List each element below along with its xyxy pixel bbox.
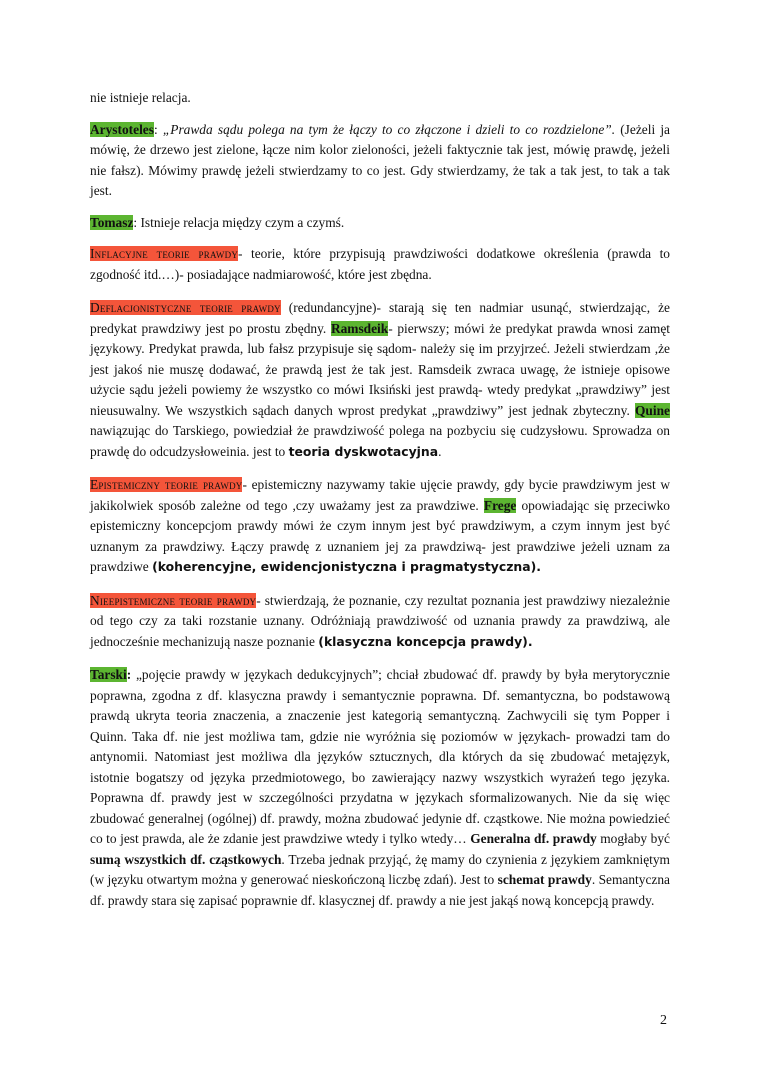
name-highlight-ramsdeik: Ramsdeik	[330, 320, 389, 336]
term-schemat-prawdy: schemat prawdy	[497, 872, 592, 887]
name-highlight-arystoteles: Arystoteles	[90, 121, 154, 137]
term-klasyczna-koncepcja: (klasyczna koncepcja prawdy).	[318, 633, 533, 649]
paragraph-tarski: Tarski: „pojęcie prawdy w językach dedukcyjnych”; chciał zbudować df. prawdy by była merytorycznie poprawna, zgodna z df. klasyczna prawdy i semantycznie poprawna. Df. semantyczna, bo podstawową prawdą ukryta teoria znaczenia, a znaczenie jest kategorią semantyczną. Zachwycili się tym Popper i Quinn. Taka df. nie jest możliwa tam, gdzie nie wyróżnia się poziomów w językach- prowadzi tam do antynomii. Natomiast jest możliwa dla języków sztucznych, dla których da się zbudować metajęzyk, istotnie bogatszy od języka przedmiotowego, bo zawierający nazwy wszystkich wyrażeń tego języka. Poprawna df. prawdy jest w szczególności przydatna w językach sformalizowanych. Nie da się więc zbudować generalnej (ogólnej) df. prawdy, można zbudować jedynie df. cząstkowe. Nie można powiedzieć co to jest prawda, ale że zdanie jest prawdziwe wtedy i tylko wtedy… Generalna df. prawdy mogłaby być sumą wszystkich df. cząstkowych. Trzeba jednak przyjąć, żę mamy do czynienia z językiem zamkniętym (w języku otwartym można y generować nieskończoną liczbę zdań). Jest to schemat prawdy. Semantyczna df. prawdy stara się zapisać poprawnie df. klasycznej df. prawdy a nie jest jakąś nową koncepcją prawdy.	[90, 667, 670, 908]
term-teoria-dyskwotacyjna: teoria dyskwotacyjna	[288, 443, 439, 459]
term-koherencyjne: (koherencyjne, ewidencjonistyczna i pragmatystyczna).	[152, 559, 541, 574]
name-highlight-frege: Frege	[483, 497, 517, 513]
paragraph-nieepistemiczne: Nieepistemiczne teorie prawdy- stwierdzają, że poznanie, czy rezultat poznania jest prawdziwy niezależnie od tego czy za taki rozstanie uznany. Odróżniają prawdziwość od uznania prawdy za prawdziwą, ale jednocześnie mechanizują nasze poznanie (klasyczna koncepcja prawdy).	[90, 592, 670, 649]
page-number: 2	[660, 1013, 667, 1028]
paragraph-arystoteles: Arystoteles: „Prawda sądu polega na tym że łączy to co złączone i dzieli to co rozdzielone”. (Jeżeli ja mówię, że drzewo jest zielone, łącze nim kolor zieloności, jeżeli faktycznie tak jest, mówię prawdę, jeżeli nie fałsz). Mówimy prawdę jeżeli stwierdzamy to co jest. Gdy stwierdzamy, że tak a tak jest, to tak a tak jest.	[90, 121, 670, 198]
name-highlight-quine: Quine	[635, 402, 670, 418]
paragraph-deflacjonistyczne: Deflacjonistyczne teorie prawdy (redundancyjne)- starają się ten nadmiar usunąć, stwierdzając, że predykat prawdziwy jest po prostu zbędny. Ramsdeik- pierwszy; mówi że predykat prawda wnosi zamęt językowy. Predykat prawda, lub fałsz przypisuje się sądom- należy się im przyjrzeć. Jeżeli stwierdzam ,że jest jakoś nie muszę dodawać, że prawdą jest że tak jest. Ramsdeik zwraca uwagę, że istnieje opisowe użycie sądu jeżeli powiemy że wszystko co mówi Iksiński jest prawdą- wtedy predykat „prawdziwy” jest nieusuwalny. We wszystkich sądach danych wprost predykat „prawdziwy” jest jednak zbyteczny. Quine nawiązując do Tarskiego, powiedział że prawdziwość polega na pozbyciu się cudzysłowu. Sprowadza on prawdę do odcudzysłoweinia. jest to teoria dyskwotacyjna.	[90, 300, 670, 459]
heading-inflacyjne: Inflacyjne teorie prawdy	[90, 246, 239, 261]
name-highlight-tomasz: Tomasz	[90, 214, 134, 230]
paragraph-tomasz: Tomasz: Istnieje relacja między czym a czymś.	[90, 214, 345, 230]
document-body	[90, 88, 670, 924]
heading-epistemiczny: Epistemiczny teorie prawdy	[90, 477, 243, 492]
heading-nieepistemiczne: Nieepistemiczne teorie prawdy	[90, 592, 257, 608]
paragraph-inflacyjne: Inflacyjne teorie prawdy- teorie, które przypisują prawdziwości dodatkowe określenia (prawda to zgodność itd.…)- posiadające nadmiarowość, które jest zbędna.	[90, 246, 670, 282]
paragraph-epistemiczny: Epistemiczny teorie prawdy- epistemiczny nazywamy takie ujęcie prawdy, gdy bycie prawdziwym jest w jakikolwiek sposób zależne od tego ,czy uważamy jest za prawdziwe. Frege opowiadając się przeciwko epistemiczny koncepcjom prawdy mówi że czym innym jest być prawdziwym, a czym innym jest być uznanym za prawdziwy. Łączy prawdę z uznaniem jej za prawdziwą- jest prawdziwe jeżeli uznam za prawdziwe (koherencyjne, ewidencjonistyczna i pragmatystyczna).	[90, 477, 670, 574]
term-suma-df: sumą wszystkich df. cząstkowych	[90, 851, 282, 867]
quote-arystoteles: „Prawda sądu polega na tym że łączy to co złączone i dzieli to co rozdzielone”.	[162, 121, 616, 137]
term-generalna-df: Generalna df. prawdy	[470, 831, 597, 846]
heading-deflacjonistyczne: Deflacjonistyczne teorie prawdy	[90, 300, 281, 315]
paragraph-intro: nie istnieje relacja.	[90, 90, 191, 105]
name-highlight-tarski: Tarski	[90, 667, 127, 682]
